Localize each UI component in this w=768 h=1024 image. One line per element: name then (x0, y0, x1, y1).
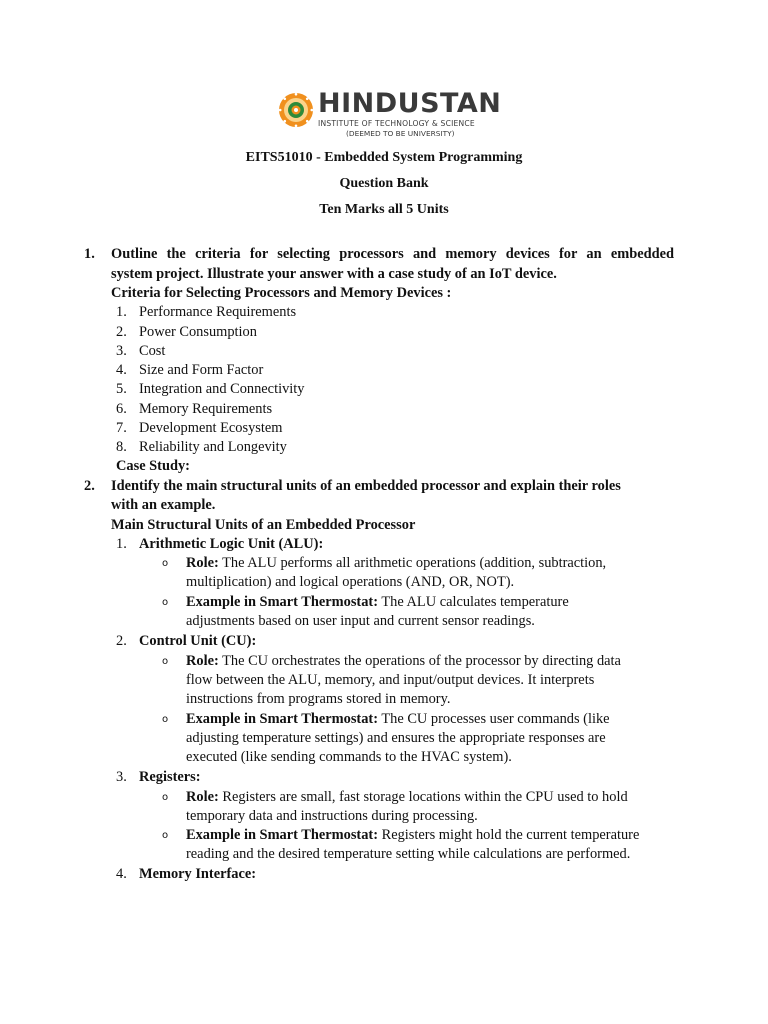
logo-tagline: (DEEMED TO BE UNIVERSITY) (346, 129, 455, 138)
question-2-line-1: Identify the main structural units of an embedded processor and explain their roles (111, 478, 621, 494)
logo-subtitle: INSTITUTE OF TECHNOLOGY & SCIENCE (318, 119, 475, 128)
registers-example: Example in Smart Thermostat: Registers might hold the current temperature reading and the desired temperature setting while calculations are performed. (186, 827, 640, 863)
list-item: 5. Integration and Connectivity (116, 381, 305, 397)
structural-units-heading: Main Structural Units of an Embedded Processor (111, 516, 416, 533)
list-item: 4. Size and Form Factor (116, 361, 264, 378)
logo-name: HINDUSTAN (318, 88, 502, 119)
bullet-icon: o (162, 791, 169, 803)
bullet-icon: o (162, 830, 169, 841)
bullet-icon: o (162, 597, 169, 608)
cu-example: Example in Smart Thermostat: The CU processes user commands (like adjusting temperature settings) and ensures the appropriate responses are executed (like sending commands to the HVAC system). (186, 710, 610, 766)
unit-heading-memory-interface: 4. Memory Interface: (116, 866, 257, 882)
criteria-heading: Criteria for Selecting Processors and Memory Devices : (111, 285, 452, 301)
alu-role: Role: The ALU performs all arithmetic operations (addition, subtraction, multiplication) and logical operations (AND, OR, NOT). (186, 555, 607, 591)
institution-logo (278, 88, 502, 140)
registers-role: Role: Registers are small, fast storage locations within the CPU used to hold temporary data and instructions during processing. (186, 788, 628, 824)
list-item: 2. Power Consumption (116, 323, 257, 340)
question-2-line-2: with an example. (111, 497, 216, 513)
unit-heading-alu: 1. Arithmetic Logic Unit (ALU): (116, 535, 324, 552)
list-item: 3. Cost (116, 342, 166, 359)
list-item: 1. Performance Requirements (116, 303, 297, 320)
alu-example: Example in Smart Thermostat: The ALU calculates temperature adjustments based on user input and current sensor readings. (186, 594, 569, 630)
document-type: Question Bank (339, 176, 429, 191)
bullet-icon: o (162, 655, 169, 667)
question-1-line-1: Outline the criteria for selecting processors and memory devices for an embedded (111, 246, 674, 262)
question-1-number: 1. (84, 246, 95, 262)
course-title: EITS51010 - Embedded System Programming (245, 150, 523, 165)
emblem-icon (278, 92, 314, 128)
case-study-heading: Case Study: (116, 458, 190, 474)
scope-line: Ten Marks all 5 Units (319, 202, 449, 217)
question-2-number: 2. (84, 478, 95, 494)
question-1-line-2: system project. Illustrate your answer with a case study of an IoT device. (111, 265, 557, 282)
list-item: 8. Reliability and Longevity (116, 439, 287, 455)
list-item: 7. Development Ecosystem (116, 419, 283, 436)
cu-role: Role: The CU orchestrates the operations of the processor by directing data flow between the ALU, memory, and input/output devices. It interprets instructions from programs stored in memory. (186, 652, 621, 708)
list-item: 6. Memory Requirements (116, 400, 273, 417)
unit-heading-cu: 2. Control Unit (CU): (116, 633, 257, 649)
bullet-icon: o (162, 713, 169, 725)
bullet-icon: o (162, 558, 169, 569)
unit-heading-registers: 3. Registers: (116, 768, 201, 785)
